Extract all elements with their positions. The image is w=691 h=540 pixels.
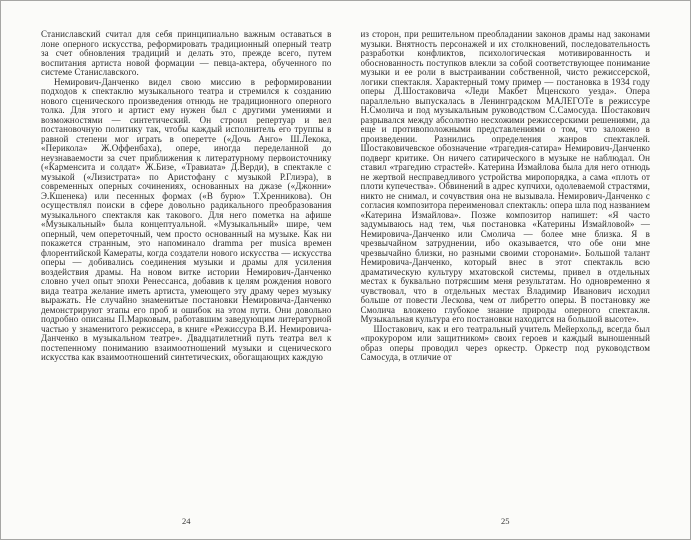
page-number-right: 25 (501, 516, 510, 526)
paragraph: Станиславский считал для себя принципиально важным оставаться в лоне оперного искусства, реформировать традиционный оперный театр за счет обновления традиций и делать это, прежде всего, путем воспитания артиста новой формации — певца-актера, обученного по системе Станиславского. (41, 30, 332, 77)
page-left-text (41, 30, 332, 509)
page-number-left: 24 (182, 516, 191, 526)
page-left (1, 1, 346, 539)
paragraph: Шостакович, как и его театральный учитель Мейерхольд, всегда был «прокурором или защитником» своих героев и каждый выношенный образ оперы проводил через оркестр. Оркестр под руководством Самосуда, в отличие от (360, 323, 650, 362)
paragraph: из сторон, при решительном преобладании законов драмы над законами музыки. Внятность персонажей и их столкновений, последовательность разработки конфликтов, психологическая мотивированность и обоснованность поступков влекли за собой соответствующее понимание музыки и ее роли в выстраивании собственной, чисто режиссерской, логики спектакля. Характерный тому пример — постановка в 1934 году оперы Д.Шостаковича «Леди Макбет Мценского уезда». Опера параллельно выпускалась в Ленинградском МАЛЕГОТе в режиссуре Н.Смолича и под музыкальным руководством С.Самосуда. Шостакович разрывался между абсолютно несхожими режиссерскими решениями, да еще и противоположными представлениями о том, что заложено в произведении. Разнились определения жанров спектаклей. Шостаковичевское обозначение «трагедия-сатира» Немирович-Данченко подверг критике. Он ничего сатирического в музыке не наблюдал. Он ставил «трагедию страстей». Катерина Измайлова была для него отнюдь не жертвой несправедливого устройства миропорядка, а сама «плоть от плоти купечества». Обвинений в адрес купчихи, одолеваемой страстями, никто не снимал, и сочувствия она не вызывала. Немирович-Данченко с согласия композитора переименовал спектакль: опера шла под названием «Катерина Измайлова». Позже композитор напишет: «Я часто задумываюсь над тем, чья постановка «Катерины Измайловой» — Немировича-Данченко или Смолича — более мне близка. Я в чрезвычайном затруднении, ибо оказывается, что обе они мне чрезвычайно близки, но разными своими сторонами». Большой талант Немировича-Данченко, который внес в этот спектакль всю драматическую культуру мхатовской системы, привел в отдельных местах к буквально потрясшим меня результатам. Но одновременно я чувствовал, что в отдельных местах Владимир Иванович исходил больше от повести Лескова, чем от либретто оперы. В постановку же Смолича вложено глубокое знание природы оперного спектакля. Музыкальная культура его постановки находится на большой высоте». (360, 30, 650, 324)
paragraph: Немирович-Данченко видел свою миссию в реформировании подходов к спектаклю музыкального театра и стремился к созданию нового сценического произведения отнюдь не традиционного оперного толка. Для этого и артист ему нужен был с другими умениями и возможностями — синтетический. Он строил репертуар и вел постановочную политику так, чтобы каждый исполнитель его труппы в равной степени мог играть в оперетте («Дочь Анго» Ш.Лекока, «Перикола» Ж.Оффенбаха), опере, иногда переделанной до неузнаваемости за счет приближения к литературному первоисточнику («Карменсита и солдат» Ж.Бизе, «Травиата» Д.Верди), в спектакле с музыкой («Лизистрата» по Аристофану с музыкой Р.Глиэра), в современных оперных сочинениях, основанных на джазе («Джонни» Э.Кшенека) или песенных формах («В бурю» Т.Хренникова). Он осуществлял поиски в сфере довольно радикального преобразования музыкального спектакля как такового. Для него пометка на афише «Музыкальный» была концептуальной. «Музыкальный» шире, чем оперный, чем опереточный, чем просто основанный на музыке. Как ни покажется странным, это напоминало dramma per musica времен флорентийской Камераты, когда создатели нового искусства — искусства оперы — добивались соединения музыки и драмы для усиления воздействия драмы. На новом витке истории Немирович-Данченко словно учел опыт эпохи Ренессанса, добавив к целям рождения нового вида театра желание иметь артиста, умеющего эту драму через музыку выражать. Не случайно знаменитые постановки Немировича-Данченко демонстрируют этапы его проб и ошибок на этом пути. Они довольно подробно описаны П.Марковым, работавшим заведующим литературной частью у знаменитого режиссера, в книге «Режиссура В.И. Немировича-Данченко в музыкальном театре». Двадцатилетний путь театра вел к постепенному пониманию взаимоотношений музыки и сценического искусства как взаимоотношений синтетических, обогащающих каждую (41, 76, 332, 362)
page-right-text (361, 30, 651, 509)
page-right (346, 1, 691, 539)
